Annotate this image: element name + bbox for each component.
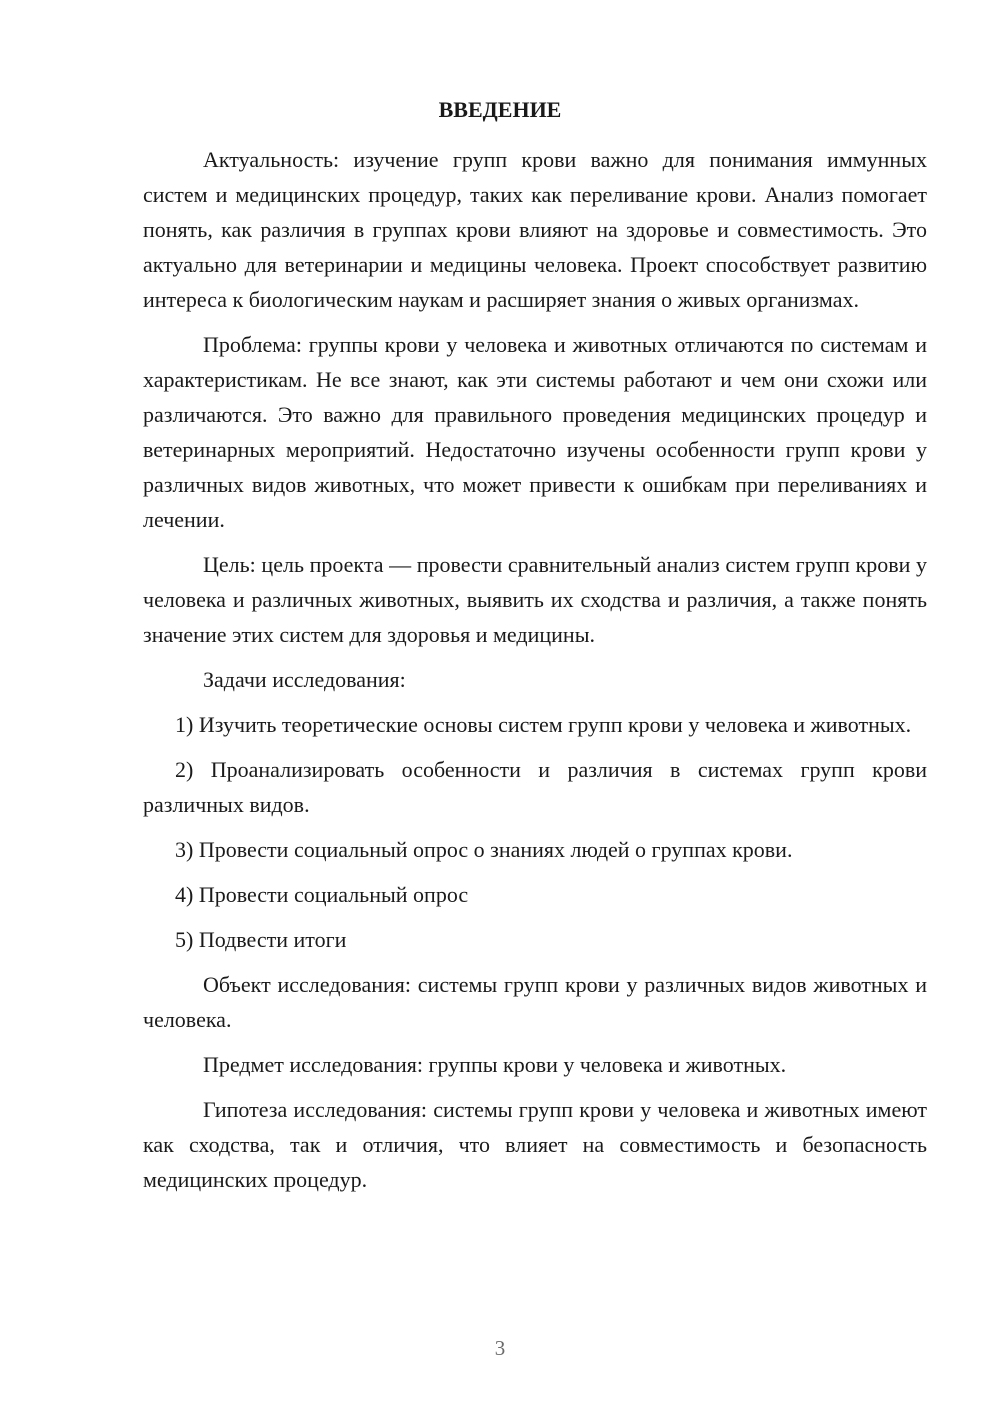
task-item-5: 5) Подвести итоги xyxy=(175,927,347,952)
paragraph-tasks-heading: Задачи исследования: xyxy=(203,667,406,692)
task-item-1: 1) Изучить теоретические основы систем групп крови у человека и животных. xyxy=(175,712,912,737)
paragraph-relevance: Актуальность: изучение групп крови важно для понимания иммунных систем и медицинских процедур, таких как переливание крови. Анализ помогает понять, как различия в группах крови влияют на здоровье и совместимость. Это актуально для ветеринарии и медицины человека. Проект способствует развитию интереса к биологическим наукам и расширяет знания о живых организмах. xyxy=(143,147,927,312)
task-item-4: 4) Провести социальный опрос xyxy=(175,882,469,907)
section-title: ВВЕДЕНИЕ xyxy=(438,97,562,122)
document-body xyxy=(143,142,927,1207)
task-item-2: 2) Проанализировать особенности и различия в системах групп крови различных видов. xyxy=(143,757,927,817)
paragraph-object: Объект исследования: системы групп крови у различных видов животных и человека. xyxy=(143,972,927,1032)
task-item-3: 3) Провести социальный опрос о знаниях людей о группах крови. xyxy=(175,837,793,862)
paragraph-hypothesis: Гипотеза исследования: системы групп крови у человека и животных имеют как сходства, так и отличия, что влияет на совместимость и безопасность медицинских процедур. xyxy=(143,1097,927,1192)
paragraph-subject: Предмет исследования: группы крови у человека и животных. xyxy=(203,1052,787,1077)
paragraph-problem: Проблема: группы крови у человека и животных отличаются по системам и характеристикам. Не все знают, как эти системы работают и чем они схожи или различаются. Это важно для правильного проведения медицинских процедур и ветеринарных мероприятий. Недостаточно изучены особенности групп крови у различных видов животных, что может привести к ошибкам при переливаниях и лечении. xyxy=(143,332,927,532)
paragraph-goal: Цель: цель проекта — провести сравнительный анализ систем групп крови у человека и различных животных, выявить их сходства и различия, а также понять значение этих систем для здоровья и медицины. xyxy=(143,552,927,647)
page-number: 3 xyxy=(494,1336,506,1360)
